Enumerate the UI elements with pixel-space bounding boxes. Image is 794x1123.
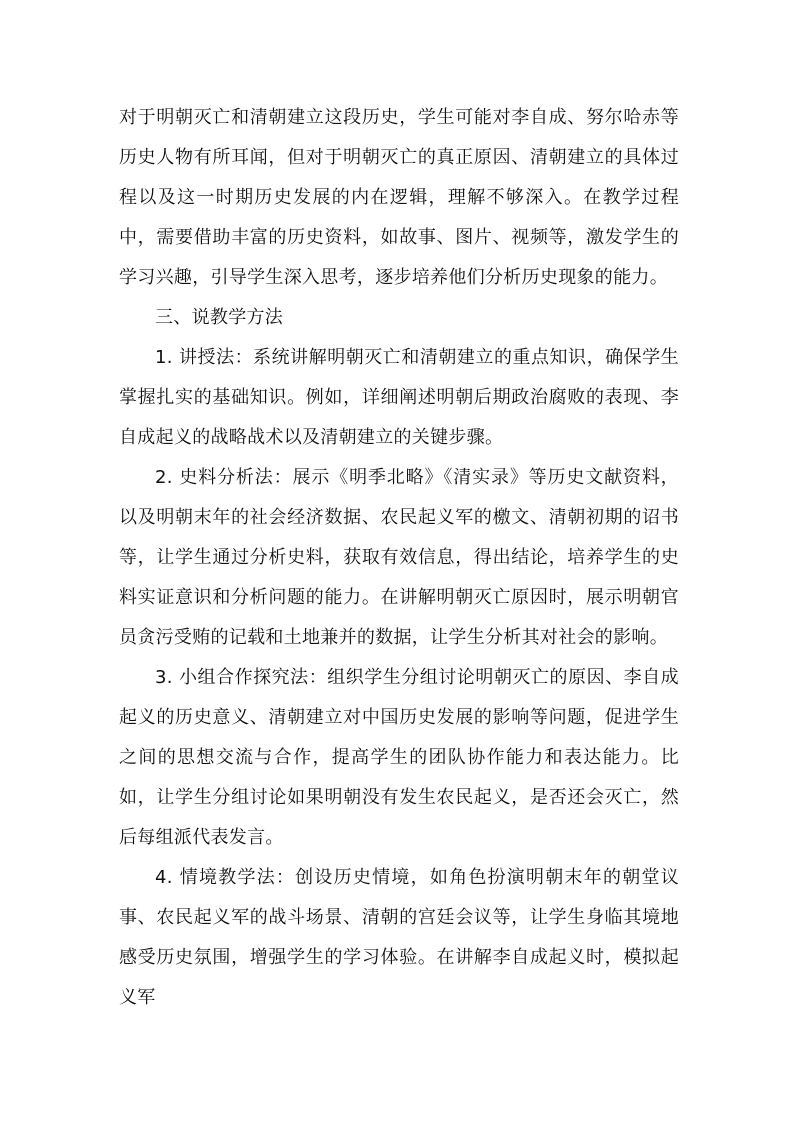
document-body bbox=[119, 98, 679, 1018]
section-heading: 三、说教学方法 bbox=[155, 307, 284, 328]
method-paragraph-1: 1. 讲授法：系统讲解明朝灭亡和清朝建立的重点知识，确保学生掌握扎实的基础知识。例如，详细阐述明朝后期政治腐败的表现、李自成起义的战略战术以及清朝建立的关键步骤。 bbox=[119, 347, 679, 448]
intro-paragraph: 对于明朝灭亡和清朝建立这段历史，学生可能对李自成、努尔哈赤等历史人物有所耳闻，但对于明朝灭亡的真正原因、清朝建立的具体过程以及这一时期历史发展的内在逻辑，理解不够深入。在教学过程中，需要借助丰富的历史资料，如故事、图片、视频等，激发学生的学习兴趣，引导学生深入思考，逐步培养他们分析历史现象的能力。 bbox=[119, 107, 679, 288]
method-paragraph-3: 3. 小组合作探究法：组织学生分组讨论明朝灭亡的原因、李自成起义的历史意义、清朝建立对中国历史发展的影响等问题，促进学生之间的思想交流与合作，提高学生的团队协作能力和表达能力。比如，让学生分组讨论如果明朝没有发生农民起义，是否还会灭亡，然后每组派代表发言。 bbox=[119, 667, 679, 848]
method-paragraph-4: 4. 情境教学法：创设历史情境，如角色扮演明朝末年的朝堂议事、农民起义军的战斗场景、清朝的宫廷会议等，让学生身临其境地感受历史氛围，增强学生的学习体验。在讲解李自成起义时，模拟起义军 bbox=[119, 867, 679, 1008]
method-paragraph-2: 2. 史料分析法：展示《明季北略》《清实录》等历史文献资料，以及明朝末年的社会经济数据、农民起义军的檄文、清朝初期的诏书等，让学生通过分析史料，获取有效信息，得出结论，培养学生的史料实证意识和分析问题的能力。在讲解明朝灭亡原因时，展示明朝官员贪污受贿的记载和土地兼并的数据，让学生分析其对社会的影响。 bbox=[119, 467, 679, 648]
